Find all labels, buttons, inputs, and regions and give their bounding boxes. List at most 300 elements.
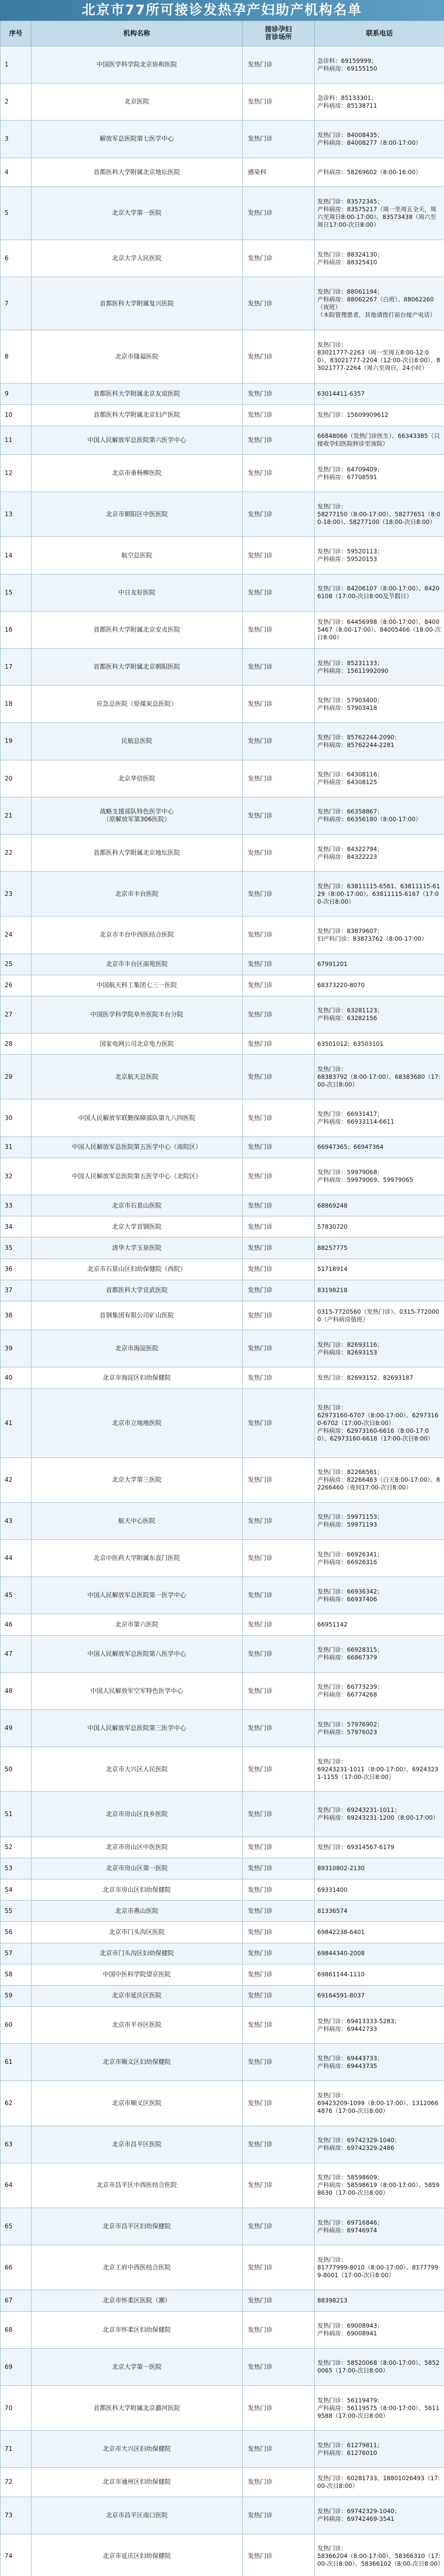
table-row — [1, 2245, 444, 2290]
cell-dept: 发热门诊 — [243, 797, 315, 834]
cell-no: 39 — [1, 1330, 31, 1367]
cell-tel: 发热门诊：63281123； 产科病房：63282156 — [315, 996, 444, 1033]
table-body — [1, 46, 444, 2576]
cell-no: 60 — [1, 2007, 31, 2044]
cell-no: 32 — [1, 1158, 31, 1195]
cell-name: 中国人民解放军联勤保障部队第九八四医院 — [31, 1099, 243, 1137]
cell-dept: 发热门诊 — [243, 426, 315, 454]
cell-tel: 发热门诊：84322794； 产科病房：84322223 — [315, 834, 444, 871]
cell-no: 67 — [1, 2290, 31, 2311]
cell-name: 首都医科大学附属北京安贞医院 — [31, 611, 243, 648]
cell-dept: 发热门诊 — [243, 187, 315, 240]
cell-tel: 88398213 — [315, 2290, 444, 2311]
table-row — [1, 2163, 444, 2208]
table-row — [1, 649, 444, 686]
cell-tel: 产科病房：58269602（8:00-16:00） — [315, 158, 444, 187]
cell-dept: 发热门诊 — [243, 686, 315, 723]
cell-no: 50 — [1, 1747, 31, 1792]
cell-tel: 发热门诊：83572345； 产科病房：83575217（周一至周五全天，周六至周日8:00-17:00）、83573438（周六至周日17:00-次日8:00） — [315, 187, 444, 240]
table-row — [1, 1301, 444, 1330]
cell-dept: 发热门诊 — [243, 1540, 315, 1577]
cell-tel: 发热门诊：88061194； 产科病房：88062267（白班）、88062260（夜班） （本院管理患者，其他请拨打前台接产电话） — [315, 277, 444, 330]
cell-dept: 发热门诊 — [243, 1614, 315, 1635]
cell-tel: 发热门诊：64709409； 产科病房：67708591 — [315, 455, 444, 492]
table-row — [1, 83, 444, 121]
cell-tel: 发热门诊：88324130； 产科病房：88325410 — [315, 240, 444, 277]
cell-name: 北京市延庆区医院 — [31, 1985, 243, 2006]
cell-name: 北京大学首钢医院 — [31, 1216, 243, 1238]
table-row — [1, 1330, 444, 1367]
cell-dept: 发热门诊 — [243, 2245, 315, 2290]
cell-dept: 发热门诊 — [243, 723, 315, 760]
cell-name: 北京市第六医院 — [31, 1614, 243, 1635]
cell-tel: 69842238-6401 — [315, 1922, 444, 1943]
cell-name: 北京市房山区妇幼保健院 — [31, 1879, 243, 1900]
cell-name: 北京华信医院 — [31, 760, 243, 797]
cell-dept: 发热门诊 — [243, 383, 315, 404]
cell-no: 59 — [1, 1985, 31, 2006]
cell-name: 中国医学科学院北京协和医院 — [31, 46, 243, 83]
cell-tel: 88257775 — [315, 1238, 444, 1259]
table-row — [1, 2007, 444, 2044]
cell-dept: 发热门诊 — [243, 2348, 315, 2385]
cell-name: 首都医科大学附属复兴医院 — [31, 277, 243, 330]
table-row — [1, 121, 444, 158]
cell-name: 首钢集团有限公司矿山医院 — [31, 1301, 243, 1330]
cell-tel: 发热门诊：85231133； 产科病房：15611992090 — [315, 649, 444, 686]
cell-name: 北京市垂杨柳医院 — [31, 455, 243, 492]
cell-name: 中国航天科工集团七三一医院 — [31, 975, 243, 996]
cell-dept: 发热门诊 — [243, 872, 315, 917]
cell-tel: 发热门诊：66773239； 产科病房：66774268 — [315, 1672, 444, 1709]
cell-name: 中国人民解放军空军特色医学中心 — [31, 1672, 243, 1709]
table-row — [1, 1195, 444, 1216]
header-name: 机构名称 — [31, 21, 243, 46]
cell-tel: 发热门诊：69413333-5283； 产科病房：69442733 — [315, 2007, 444, 2044]
table-row — [1, 1614, 444, 1635]
cell-tel: 51718914 — [315, 1259, 444, 1280]
cell-tel: 发热门诊：60281733、18801026493（17:00-次日8:00） — [315, 2468, 444, 2497]
cell-name: 北京市平谷区医院 — [31, 2007, 243, 2044]
table-row — [1, 2385, 444, 2430]
cell-tel: 发热门诊：85762244-2090； 产科病房：85762244-2281 — [315, 723, 444, 760]
cell-name: 北京市大兴区人民医院 — [31, 1747, 243, 1792]
cell-no: 62 — [1, 2081, 31, 2126]
cell-tel: 发热门诊： 58366204（8:00-17:00）、58366310（17:00-次日8:00）、58366102（8:00-次日8:00） — [315, 2534, 444, 2576]
cell-no: 69 — [1, 2348, 31, 2385]
cell-no: 54 — [1, 1879, 31, 1900]
cell-name: 中国人民解放军总医院第八医学中心 — [31, 1635, 243, 1672]
table-row — [1, 1577, 444, 1614]
cell-dept: 发热门诊 — [243, 574, 315, 611]
cell-no: 52 — [1, 1837, 31, 1858]
cell-name: 应急总医院（原煤炭总医院） — [31, 686, 243, 723]
cell-no: 66 — [1, 2245, 31, 2290]
cell-dept: 发热门诊 — [243, 2497, 315, 2534]
cell-name: 中国人民解放军总医院第六医学中心 — [31, 426, 243, 454]
cell-no: 16 — [1, 611, 31, 648]
table-row — [1, 2311, 444, 2348]
table-row — [1, 46, 444, 83]
cell-no: 2 — [1, 83, 31, 121]
cell-dept: 发热门诊 — [243, 2385, 315, 2430]
cell-tel: 急诊科：69159999； 产科病房：69155150 — [315, 46, 444, 83]
table-row — [1, 975, 444, 996]
cell-name: 北京市门头沟区妇幼保健院 — [31, 1943, 243, 1964]
table-row — [1, 797, 444, 834]
cell-name: 北京市房山区中医医院 — [31, 1837, 243, 1858]
cell-no: 37 — [1, 1280, 31, 1301]
table-row — [1, 2497, 444, 2534]
cell-dept: 发热门诊 — [243, 1672, 315, 1709]
cell-no: 57 — [1, 1943, 31, 1964]
table-row — [1, 277, 444, 330]
cell-name: 首都医科大学附属北京友谊医院 — [31, 383, 243, 404]
cell-name: 中国医学科学院阜外医院丰台分院 — [31, 996, 243, 1033]
cell-no: 5 — [1, 187, 31, 240]
cell-tel: 发热门诊：82266561； 产科病房：82266463（白天8:00-17:00）、82266460（夜间17:00-次日8:00） — [315, 1458, 444, 1502]
table-row — [1, 1672, 444, 1709]
cell-no: 51 — [1, 1792, 31, 1837]
table-row — [1, 1216, 444, 1238]
cell-name: 北京市怀柔区医院（潮） — [31, 2290, 243, 2311]
cell-no: 68 — [1, 2311, 31, 2348]
cell-dept: 发热门诊 — [243, 1502, 315, 1539]
cell-no: 64 — [1, 2163, 31, 2208]
cell-name: 中国人民解放军总医院第三医学中心 — [31, 1710, 243, 1747]
cell-no: 7 — [1, 277, 31, 330]
cell-dept: 发热门诊 — [243, 1301, 315, 1330]
cell-dept: 发热门诊 — [243, 537, 315, 574]
hospital-table — [0, 21, 444, 2576]
table-row — [1, 1502, 444, 1539]
cell-no: 41 — [1, 1388, 31, 1458]
cell-no: 28 — [1, 1033, 31, 1055]
table-row — [1, 834, 444, 871]
table-row — [1, 1792, 444, 1837]
cell-tel: 发热门诊：66931417； 产科病房：66933114-6611 — [315, 1099, 444, 1137]
cell-no: 17 — [1, 649, 31, 686]
cell-no: 9 — [1, 383, 31, 404]
table-row — [1, 1964, 444, 1985]
cell-dept: 发热门诊 — [243, 1943, 315, 1964]
cell-no: 33 — [1, 1195, 31, 1216]
cell-no: 10 — [1, 404, 31, 426]
cell-dept: 发热门诊 — [243, 1458, 315, 1502]
cell-name: 航天中心医院 — [31, 1502, 243, 1539]
table-row — [1, 455, 444, 492]
table-row — [1, 1710, 444, 1747]
table-row — [1, 2534, 444, 2576]
table-row — [1, 404, 444, 426]
cell-name: 中国人民解放军总医院第五医学中心（南院区） — [31, 1137, 243, 1158]
cell-no: 29 — [1, 1055, 31, 1099]
cell-no: 1 — [1, 46, 31, 83]
table-row — [1, 426, 444, 454]
cell-dept: 发热门诊 — [243, 1033, 315, 1055]
cell-dept: 发热门诊 — [243, 1635, 315, 1672]
cell-no: 46 — [1, 1614, 31, 1635]
cell-dept: 发热门诊 — [243, 996, 315, 1033]
cell-dept: 发热门诊 — [243, 1837, 315, 1858]
cell-no: 47 — [1, 1635, 31, 1672]
cell-dept: 发热门诊 — [243, 455, 315, 492]
cell-dept: 发热门诊 — [243, 649, 315, 686]
cell-name: 中国人民解放军总医院第五医学中心（北院区） — [31, 1158, 243, 1195]
cell-tel: 81336574 — [315, 1901, 444, 1922]
cell-no: 72 — [1, 2468, 31, 2497]
cell-no: 58 — [1, 1964, 31, 1985]
cell-tel: 69331400 — [315, 1879, 444, 1900]
table-row — [1, 240, 444, 277]
cell-name: 北京市石景山区妇幼保健院（西院） — [31, 1259, 243, 1280]
cell-dept: 发热门诊 — [243, 834, 315, 871]
cell-tel: 发热门诊：66936342； 产科病房：66937406 — [315, 1577, 444, 1614]
cell-name: 战略支援部队特色医学中心 （原解放军第306医院） — [31, 797, 243, 834]
cell-tel: 发热门诊： 68383792（8:00-17:00）、68383680（17:00-次日8:00） — [315, 1055, 444, 1099]
table-row — [1, 917, 444, 954]
cell-tel: 发热门诊：82693116； 产科病房：82693153 — [315, 1330, 444, 1367]
cell-tel: 发热门诊：15609909612 — [315, 404, 444, 426]
cell-dept: 发热门诊 — [243, 975, 315, 996]
table-row — [1, 1388, 444, 1458]
table-row — [1, 1747, 444, 1792]
cell-dept: 发热门诊 — [243, 954, 315, 975]
cell-name: 航空总医院 — [31, 537, 243, 574]
cell-no: 55 — [1, 1901, 31, 1922]
cell-name: 北京医院 — [31, 83, 243, 121]
cell-no: 4 — [1, 158, 31, 187]
cell-dept: 发热门诊 — [243, 2290, 315, 2311]
table-row — [1, 611, 444, 648]
cell-dept: 发热门诊 — [243, 1901, 315, 1922]
cell-no: 23 — [1, 872, 31, 917]
cell-dept: 发热门诊 — [243, 2044, 315, 2081]
cell-tel: 发热门诊：59971153； 产科病房：59971193 — [315, 1502, 444, 1539]
table-header-row — [1, 21, 444, 46]
table-row — [1, 383, 444, 404]
cell-name: 北京市海淀医院 — [31, 1330, 243, 1367]
cell-tel: 发热门诊： 81777999-8010（8:00-17:00）、81777999-8001（17:00-次日8:00） — [315, 2245, 444, 2290]
cell-name: 北京市怀柔区妇幼保健院 — [31, 2311, 243, 2348]
cell-tel: 发热门诊：58520068（8:00-17:00）、58520065（17:00-次日8:00） — [315, 2348, 444, 2385]
table-row — [1, 1901, 444, 1922]
table-row — [1, 1280, 444, 1301]
cell-no: 34 — [1, 1216, 31, 1238]
cell-tel: 69164591-8037 — [315, 1985, 444, 2006]
cell-name: 北京市昌平区南口医院 — [31, 2497, 243, 2534]
cell-dept: 发热门诊 — [243, 2431, 315, 2468]
cell-tel: 发热门诊：66926341； 产科病房：66926316 — [315, 1540, 444, 1577]
cell-no: 30 — [1, 1099, 31, 1137]
cell-dept: 发热门诊 — [243, 1330, 315, 1367]
cell-name: 首都医科大学附属北京朝阳医院 — [31, 649, 243, 686]
table-row — [1, 1922, 444, 1943]
cell-tel: 57830720 — [315, 1216, 444, 1238]
cell-no: 48 — [1, 1672, 31, 1709]
cell-dept: 发热门诊 — [243, 1195, 315, 1216]
cell-no: 26 — [1, 975, 31, 996]
cell-dept: 发热门诊 — [243, 1577, 315, 1614]
cell-dept: 发热门诊 — [243, 1238, 315, 1259]
cell-name: 北京市立地地医院 — [31, 1388, 243, 1458]
table-row — [1, 1055, 444, 1099]
cell-dept: 发热门诊 — [243, 1099, 315, 1137]
cell-name: 解放军总医院第七医学中心 — [31, 121, 243, 158]
page-title: 北京市77所可接诊发热孕产妇助产机构名单 — [0, 0, 444, 21]
table-row — [1, 1837, 444, 1858]
cell-tel: 发热门诊：59520113； 产科病房：59520153 — [315, 537, 444, 574]
cell-tel: 发热门诊：58598609； 产科病房：58598619（8:00-17:00）、58598630（17:00-次日8:00） — [315, 2163, 444, 2208]
cell-no: 45 — [1, 1577, 31, 1614]
cell-dept: 发热门诊 — [243, 1388, 315, 1458]
cell-name: 民航总医院 — [31, 723, 243, 760]
cell-dept: 发热门诊 — [243, 1710, 315, 1747]
cell-no: 11 — [1, 426, 31, 454]
cell-no: 61 — [1, 2044, 31, 2081]
cell-tel: 69861144-1110 — [315, 1964, 444, 1985]
cell-dept: 发热门诊 — [243, 1280, 315, 1301]
cell-dept: 发热门诊 — [243, 1137, 315, 1158]
table-row — [1, 1879, 444, 1900]
table-row — [1, 2126, 444, 2163]
cell-dept: 发热门诊 — [243, 1964, 315, 1985]
cell-name: 北京市石景山医院 — [31, 1195, 243, 1216]
table-row — [1, 686, 444, 723]
cell-tel: 69844340-2008 — [315, 1943, 444, 1964]
cell-tel: 发热门诊：82693152、82693187 — [315, 1367, 444, 1388]
table-row — [1, 1238, 444, 1259]
cell-no: 44 — [1, 1540, 31, 1577]
header-tel: 联系电话 — [315, 21, 444, 46]
cell-no: 24 — [1, 917, 31, 954]
cell-name: 北京市朝阳区中医医院 — [31, 492, 243, 537]
table-row — [1, 158, 444, 187]
cell-tel: 发热门诊：64456998（8:00-17:00）、84005467（8:00-17:00）、84005466（18:00-次日8:00） — [315, 611, 444, 648]
cell-dept: 发热门诊 — [243, 1216, 315, 1238]
cell-tel: 89310802-2130 — [315, 1858, 444, 1879]
cell-no: 49 — [1, 1710, 31, 1747]
cell-dept: 发热门诊 — [243, 1747, 315, 1792]
cell-tel: 发热门诊：69008943； 产科病房：69008941 — [315, 2311, 444, 2348]
cell-dept: 发热门诊 — [243, 2534, 315, 2576]
table-row — [1, 187, 444, 240]
header-no: 序号 — [1, 21, 31, 46]
cell-tel: 发热门诊：61279811； 产科病房：61276010 — [315, 2431, 444, 2468]
table-row — [1, 1158, 444, 1195]
table-row — [1, 996, 444, 1033]
cell-no: 21 — [1, 797, 31, 834]
cell-dept: 发热门诊 — [243, 1259, 315, 1280]
cell-no: 20 — [1, 760, 31, 797]
cell-name: 北京市昌平区妇幼保健院 — [31, 2208, 243, 2245]
cell-name: 北京市丰台中西医结合医院 — [31, 917, 243, 954]
cell-name: 北京市顺义区妇幼保健院 — [31, 2044, 243, 2081]
cell-tel: 发热门诊：69443733； 产科病房：69443735 — [315, 2044, 444, 2081]
cell-no: 53 — [1, 1858, 31, 1879]
cell-dept: 发热门诊 — [243, 2468, 315, 2497]
cell-dept: 发热门诊 — [243, 404, 315, 426]
cell-name: 北京市燕山医院 — [31, 1901, 243, 1922]
cell-tel: 发热门诊：84206107（8:00-17:00）、84206108（17:00-次日8:00及节假日） — [315, 574, 444, 611]
cell-dept: 发热门诊 — [243, 240, 315, 277]
cell-no: 70 — [1, 2385, 31, 2430]
cell-dept: 发热门诊 — [243, 1879, 315, 1900]
cell-name: 北京市昌平区医院 — [31, 2126, 243, 2163]
cell-name: 国家电网公司北京电力医院 — [31, 1033, 243, 1055]
cell-name: 北京市延庆区妇幼保健院 — [31, 2534, 243, 2576]
cell-no: 27 — [1, 996, 31, 1033]
cell-dept: 发热门诊 — [243, 1367, 315, 1388]
cell-tel: 发热门诊：59979068； 产科病房：59979069、59979065 — [315, 1158, 444, 1195]
table-row — [1, 723, 444, 760]
cell-name: 北京市昌平区中西医结合医院 — [31, 2163, 243, 2208]
cell-no: 43 — [1, 1502, 31, 1539]
cell-no: 63 — [1, 2126, 31, 2163]
cell-no: 14 — [1, 537, 31, 574]
table-row — [1, 760, 444, 797]
cell-no: 71 — [1, 2431, 31, 2468]
cell-dept: 发热门诊 — [243, 277, 315, 330]
table-row — [1, 1033, 444, 1055]
cell-name: 北京市房山区第一医院 — [31, 1858, 243, 1879]
table-row — [1, 1458, 444, 1502]
cell-no: 6 — [1, 240, 31, 277]
cell-name: 中国人民解放军总医院第一医学中心 — [31, 1577, 243, 1614]
cell-dept: 发热门诊 — [243, 2311, 315, 2348]
cell-no: 19 — [1, 723, 31, 760]
table-row — [1, 1540, 444, 1577]
cell-no: 25 — [1, 954, 31, 975]
cell-name: 首都医科大学附属北京地坛医院 — [31, 834, 243, 871]
cell-tel: 68869248 — [315, 1195, 444, 1216]
cell-tel: 发热门诊：83879607； 妇产科门诊：83873762（8:00-17:00） — [315, 917, 444, 954]
cell-no: 38 — [1, 1301, 31, 1330]
cell-dept: 发热门诊 — [243, 492, 315, 537]
cell-name: 北京王府中西医结合医院 — [31, 2245, 243, 2290]
cell-tel: 0315-7720560（发热门诊）、0315-7720000（产科病房值班） — [315, 1301, 444, 1330]
table-row — [1, 2044, 444, 2081]
cell-tel: 发热门诊：64308116； 产科病房：64308125 — [315, 760, 444, 797]
table-row — [1, 2468, 444, 2497]
cell-dept: 发热门诊 — [243, 2081, 315, 2126]
table-row — [1, 492, 444, 537]
cell-name: 北京大学人民医院 — [31, 240, 243, 277]
cell-no: 40 — [1, 1367, 31, 1388]
cell-dept: 发热门诊 — [243, 2007, 315, 2044]
cell-name: 北京航天总医院 — [31, 1055, 243, 1099]
cell-no: 35 — [1, 1238, 31, 1259]
cell-no: 3 — [1, 121, 31, 158]
cell-name: 北京市顺义区医院 — [31, 2081, 243, 2126]
cell-no: 56 — [1, 1922, 31, 1943]
cell-tel: 发热门诊：57903400； 产科病房：57903418 — [315, 686, 444, 723]
cell-name: 北京大学第一医院 — [31, 187, 243, 240]
cell-tel: 67991201 — [315, 954, 444, 975]
cell-name: 北京市丰台医院 — [31, 872, 243, 917]
table-row — [1, 1943, 444, 1964]
cell-no: 65 — [1, 2208, 31, 2245]
cell-tel: 发热门诊：69742329-1040； 产科病房：69742469-3541 — [315, 2497, 444, 2534]
cell-tel: 发热门诊：69742329-1040； 产科病房：69742329-2486 — [315, 2126, 444, 2163]
cell-no: 18 — [1, 686, 31, 723]
cell-name: 中国中医科学院望京医院 — [31, 1964, 243, 1985]
cell-name: 首都医科大学附属北京潞河医院 — [31, 2385, 243, 2430]
cell-dept: 发热门诊 — [243, 83, 315, 121]
table-row — [1, 1367, 444, 1388]
cell-tel: 66848066（发热门诊医生）、66343385（只接收孕妇医院转诊至该院） — [315, 426, 444, 454]
table-row — [1, 1259, 444, 1280]
